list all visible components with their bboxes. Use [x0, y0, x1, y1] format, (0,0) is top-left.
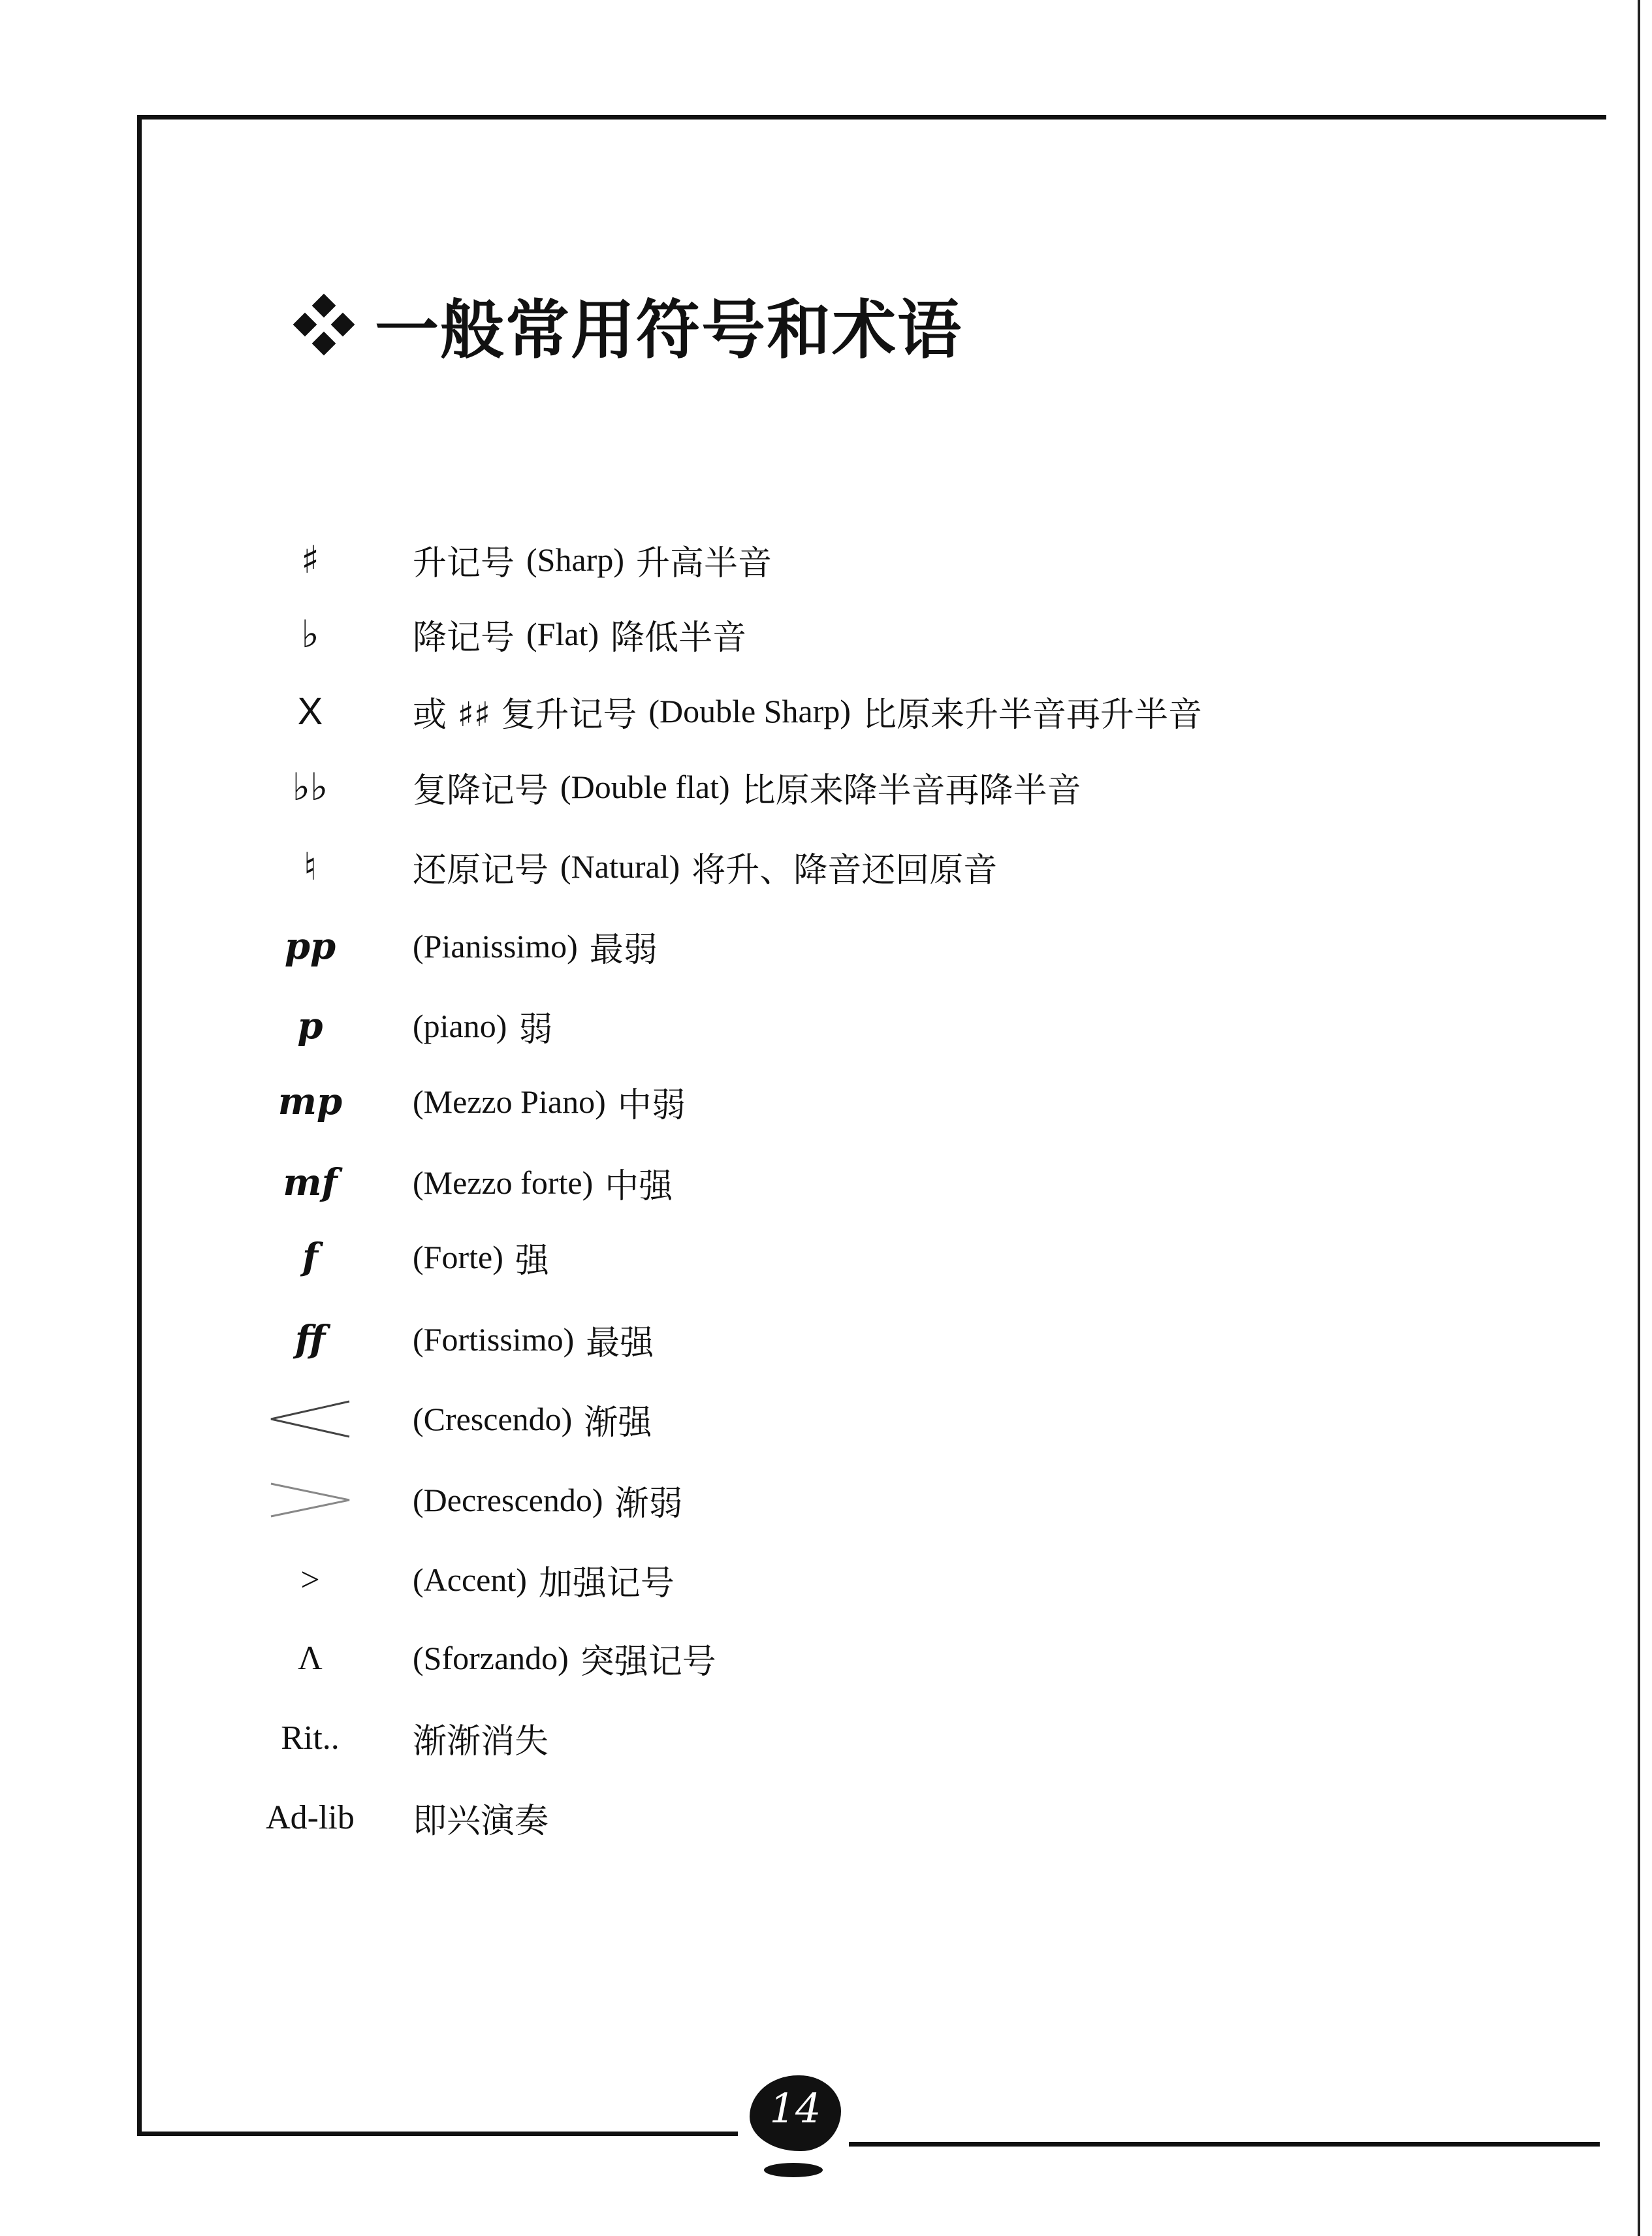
page-title: [293, 282, 962, 367]
term-description: [413, 1310, 654, 1369]
term-english-name: (Forte): [413, 1239, 503, 1275]
mezzo-piano-symbol: mp: [278, 1080, 343, 1123]
term-meaning: 渐强: [584, 1403, 652, 1443]
list-item-double-flat: [0, 758, 1567, 816]
list-item-ritardando: [0, 1708, 1567, 1767]
term-meaning: 弱: [518, 1010, 553, 1049]
term-meaning: 中强: [605, 1166, 673, 1206]
term-meaning: 最强: [586, 1323, 654, 1363]
term-english-name: (Double Sharp): [648, 693, 851, 729]
term-meaning: 最弱: [589, 930, 658, 970]
term-description: [413, 837, 997, 896]
term-english-name: (Decrescendo): [413, 1482, 603, 1518]
fortissimo-symbol: ff: [294, 1318, 326, 1361]
term-meaning: 渐渐消失: [413, 1721, 549, 1761]
list-item-accent: [0, 1550, 1567, 1609]
term-english-name: (piano): [413, 1008, 507, 1044]
piano-symbol: p: [297, 1004, 323, 1047]
page-edge-shadow: [1638, 0, 1640, 2236]
term-description: [413, 1550, 675, 1609]
list-item-mezzo-piano: [0, 1072, 1567, 1131]
term-english-name: (Flat): [526, 616, 599, 652]
term-description: [413, 997, 552, 1055]
term-meaning: 将升、降音还回原音: [691, 850, 998, 890]
list-item-sharp: [0, 530, 1567, 589]
accent-symbol: >: [300, 1561, 320, 1599]
forte-symbol: f: [302, 1236, 319, 1279]
term-chinese-name: 升记号: [413, 543, 515, 583]
double-sharp-symbol: X: [297, 690, 323, 733]
term-english-name: (Mezzo forte): [413, 1164, 594, 1201]
term-description: [413, 682, 1202, 741]
term-description: [413, 1708, 548, 1767]
term-description: [413, 530, 772, 589]
term-description: [413, 1153, 673, 1212]
list-item-mezzo-forte: [0, 1153, 1567, 1212]
term-description: [413, 1390, 652, 1448]
term-description: [413, 1629, 716, 1687]
sharp-symbol: ♯: [300, 537, 320, 582]
list-item-fortissimo: [0, 1310, 1567, 1369]
sforzando-symbol: Λ: [298, 1639, 323, 1677]
term-meaning: 加强记号: [538, 1563, 675, 1603]
page-number: 14: [769, 2084, 821, 2132]
decrescendo-hairpin-icon: [248, 1471, 372, 1529]
term-meaning: 降低半音: [611, 618, 747, 658]
crescendo-hairpin-icon: [248, 1390, 372, 1448]
term-description: [413, 1471, 683, 1529]
term-english-name: (Double flat): [560, 769, 730, 805]
list-item-crescendo: [0, 1390, 1567, 1448]
footer-rule-right: [849, 2142, 1600, 2147]
term-english-name: (Sharp): [526, 541, 624, 578]
term-meaning: 中弱: [617, 1085, 686, 1125]
flat-symbol: ♭: [301, 612, 319, 656]
page-frame-top-border: [137, 115, 1606, 120]
list-item-decrescendo: [0, 1471, 1567, 1529]
list-item-flat: [0, 605, 1567, 663]
term-english-name: (Accent): [413, 1561, 527, 1598]
list-item-natural: [0, 837, 1567, 896]
pianissimo-symbol: pp: [284, 925, 336, 968]
term-chinese-name: 复降记号: [413, 771, 549, 810]
term-meaning: 升高半音: [635, 543, 772, 583]
term-description: [413, 1228, 549, 1286]
term-english-name: (Fortissimo): [413, 1321, 575, 1358]
footer-rule-left: [137, 2132, 738, 2136]
list-item-forte: [0, 1228, 1567, 1286]
mezzo-forte-symbol: mf: [283, 1161, 338, 1204]
term-english-name: (Mezzo Piano): [413, 1083, 606, 1120]
term-meaning: 突强记号: [580, 1642, 716, 1682]
term-english-name: (Pianissimo): [413, 928, 578, 965]
term-meaning: 比原来升半音再升半音: [863, 695, 1203, 735]
term-chinese-name: 还原记号: [413, 850, 549, 890]
page-title-text: 一般常用符号和术语: [375, 293, 963, 368]
term-description: [413, 758, 1081, 816]
term-english-name: (Natural): [560, 848, 680, 885]
ad-lib-term: Ad-lib: [266, 1798, 355, 1836]
term-description: [413, 1788, 548, 1847]
list-item-pianissimo: [0, 917, 1567, 976]
list-item-sforzando: [0, 1629, 1567, 1687]
term-description: [413, 917, 658, 976]
term-chinese-name: 或 ♯♯ 复升记号: [413, 695, 637, 735]
term-chinese-name: 降记号: [413, 618, 515, 658]
list-item-piano: [0, 997, 1567, 1055]
term-english-name: (Crescendo): [413, 1401, 573, 1437]
term-meaning: 即兴演奏: [413, 1801, 549, 1841]
ritardando-term: Rit..: [281, 1719, 340, 1757]
list-item-ad-lib: [0, 1788, 1567, 1847]
list-item-double-sharp: [0, 682, 1567, 741]
diamond-bullet-icon: [293, 293, 355, 356]
term-meaning: 渐弱: [614, 1484, 683, 1524]
page-number-badge-tail: [764, 2163, 823, 2177]
term-description: [413, 605, 746, 663]
natural-symbol: ♮: [303, 844, 317, 889]
term-meaning: 强: [515, 1241, 549, 1281]
term-english-name: (Sforzando): [413, 1640, 569, 1676]
term-meaning: 比原来降半音再降半音: [741, 771, 1081, 810]
double-flat-symbol: ♭♭: [292, 765, 328, 809]
term-description: [413, 1072, 686, 1131]
